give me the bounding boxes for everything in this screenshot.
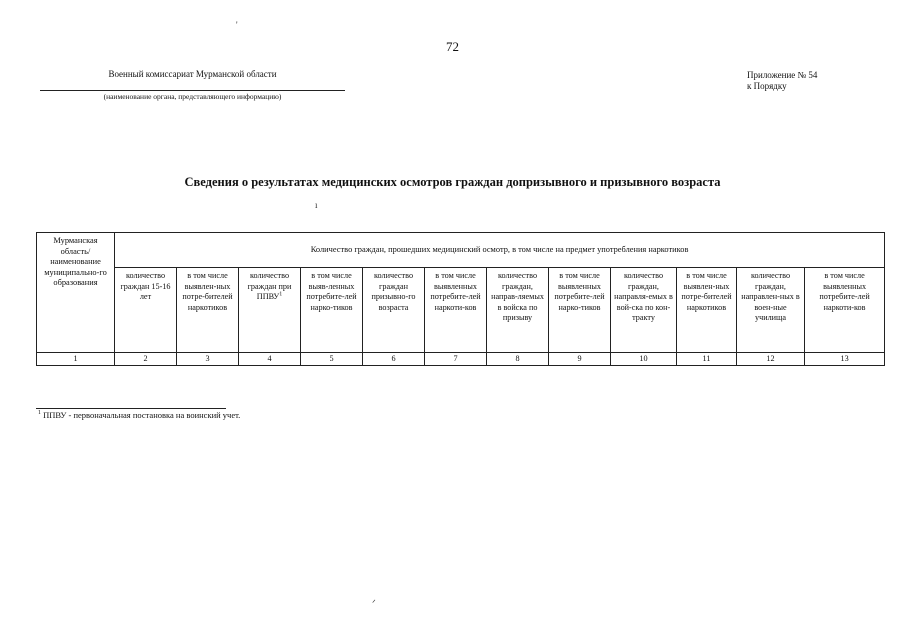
sub-header-5: в том числе выяв-ленных потребите-лей нарко-тиков [301, 268, 363, 353]
sub-header-4 [239, 268, 301, 353]
sub-header-3: в том числе выявлен-ных потре-бителей наркотиков [177, 268, 239, 353]
sub-header-11: в том числе выявлен-ных потре-бителей наркотиков [677, 268, 737, 353]
column-number: 8 [487, 353, 549, 366]
sub-header-10: количество граждан, направля-емых в вой-ска по кон-тракту [611, 268, 677, 353]
column-number: 7 [425, 353, 487, 366]
column-number: 13 [805, 353, 885, 366]
footnote-marker: 1 [38, 410, 41, 417]
sub-header-2: количество граждан 15-16 лет [115, 268, 177, 353]
footnote-text: ППВУ - первоначальная постановка на воинский учет. [41, 410, 241, 420]
sub-header-6: количество граждан призывно-го возраста [363, 268, 425, 353]
footnote-separator [36, 408, 226, 409]
page-number: 72 [446, 39, 459, 54]
organization-name: Военный комиссариат Мурманской области [108, 69, 277, 79]
column-number: 6 [363, 353, 425, 366]
sub-header-4-text: количество граждан при ППВУ [247, 271, 292, 301]
sub-header-row [37, 268, 885, 353]
column-number: 11 [677, 353, 737, 366]
column-number: 5 [301, 353, 363, 366]
column-number: 9 [549, 353, 611, 366]
column-number: 4 [239, 353, 301, 366]
appendix-line-1: Приложение № 54 [747, 70, 818, 80]
column-number: 12 [737, 353, 805, 366]
column-number: 10 [611, 353, 677, 366]
column-number: 3 [177, 353, 239, 366]
footnote-ref: 1 [279, 291, 283, 298]
scan-mark: ' [236, 20, 238, 30]
scan-mark: ı [315, 200, 318, 210]
group-header: Количество граждан, прошедших медицинский осмотр, в том числе на предмет употребления наркотиков [115, 233, 885, 268]
scan-mark: ᐟ [372, 598, 376, 608]
sub-header-12: количество граждан, направлен-ных в воен-ные училища [737, 268, 805, 353]
footnote [38, 410, 240, 420]
sub-header-7: в том числе выявленных потребите-лей наркоти-ков [425, 268, 487, 353]
sub-header-13: в том числе выявленных потребите-лей наркоти-ков [805, 268, 885, 353]
appendix-reference [747, 70, 817, 92]
first-column-header: Мурманская область/ наименование муниципально-го образования [37, 233, 115, 353]
appendix-line-2: к Порядку [747, 81, 787, 91]
organization-caption: (наименование органа, представляющего информацию) [103, 92, 282, 101]
column-number: 2 [115, 353, 177, 366]
document-title: Сведения о результатах медицинских осмотров граждан допризывного и призывного возраста [184, 175, 721, 189]
report-table [36, 232, 885, 366]
column-number: 1 [37, 353, 115, 366]
sub-header-8: количество граждан, направ-ляемых в войска по призыву [487, 268, 549, 353]
column-number-row [37, 353, 885, 366]
sub-header-9: в том числе выявленных потребите-лей нарко-тиков [549, 268, 611, 353]
organization-underline [40, 90, 345, 91]
